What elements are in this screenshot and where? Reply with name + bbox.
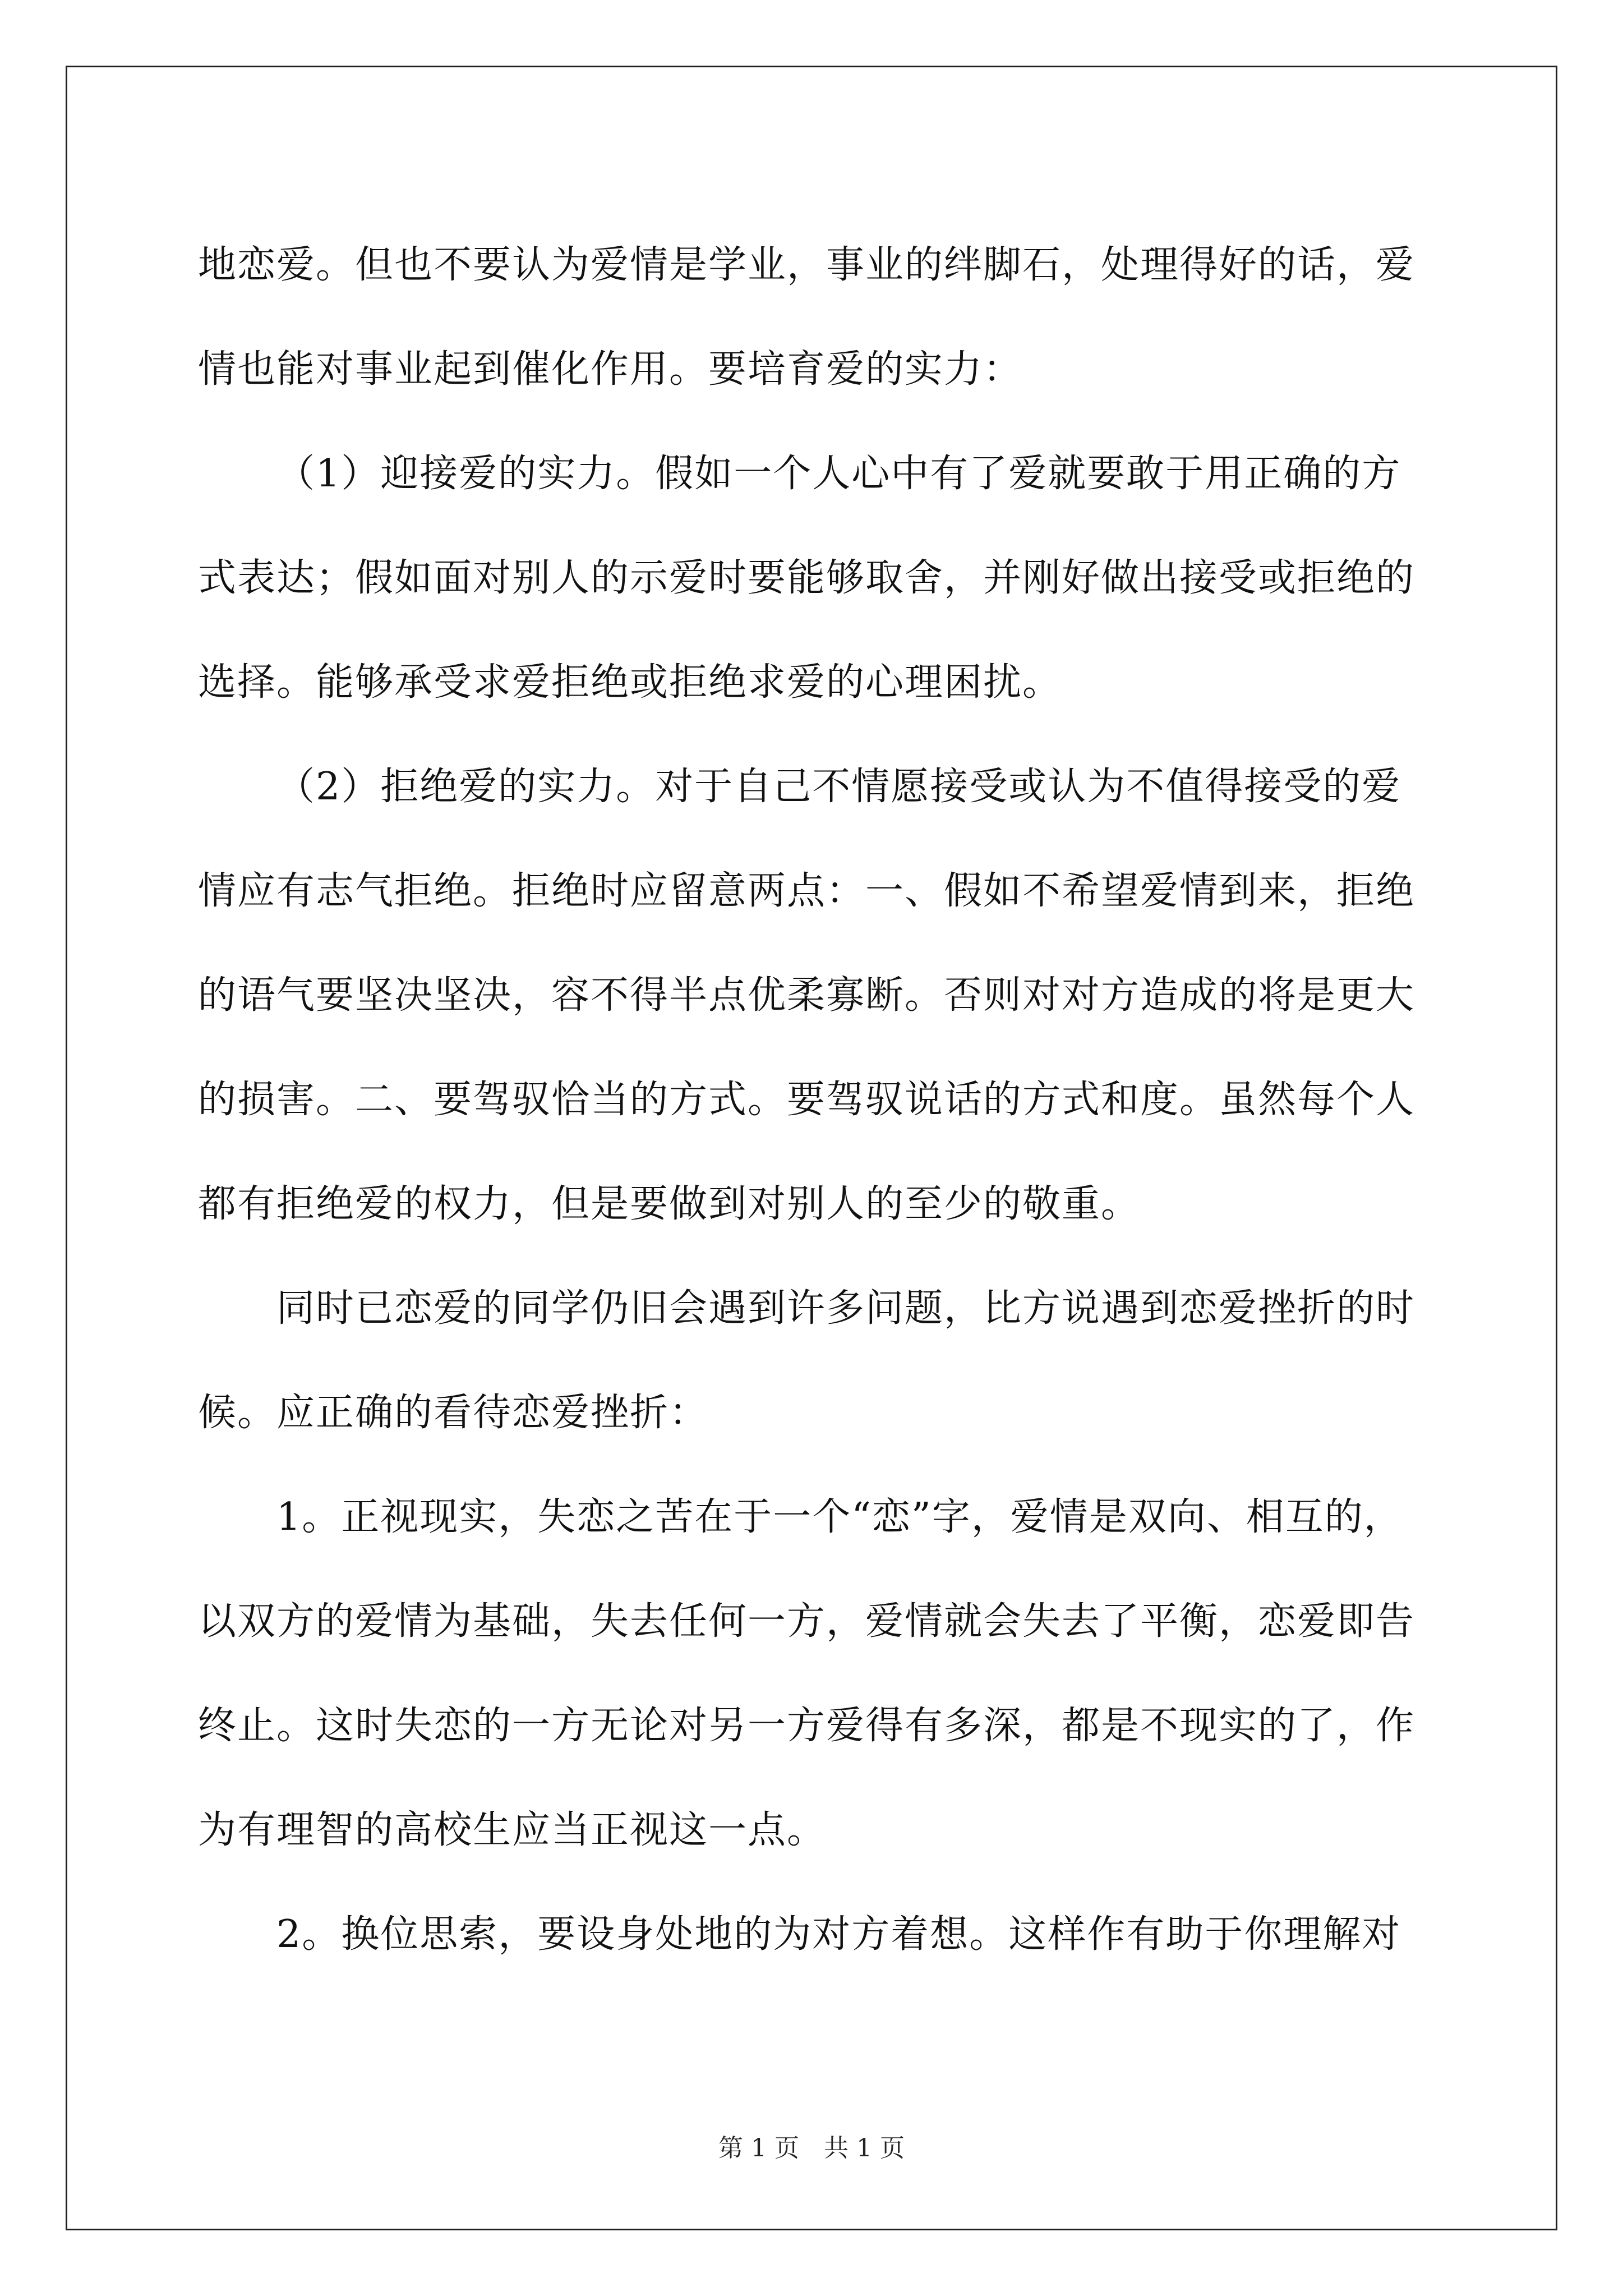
paragraph-6: 2。换位思索，要设身处地的为对方着想。这样作有助于你理解对 [276, 1912, 1401, 1957]
paragraph-4: 同时已恋爱的同学仍旧会遇到许多问题，比方说遇到恋爱挫折的时候。应正确的看待恋爱挫折： [198, 1286, 1415, 1435]
paragraph-3: （2）拒绝爱的实力。对于自己不情愿接受或认为不值得接受的爱情应有志气拒绝。拒绝时应留意两点：一、假如不希望爱情到来，拒绝的语气要坚决坚决，容不得半点优柔寡断。否则对对方造成的将是更大的损害。二、要驾驭恰当的方式。要驾驭说话的方式和度。虽然每个人都有拒绝爱的权力，但是要做到对别人的至少的敬重。 [198, 765, 1415, 1226]
paragraph-5: 1。正视现实，失恋之苦在于一个“恋”字，爱情是双向、相互的，以双方的爱情为基础，失去任何一方，爱情就会失去了平衡，恋爱即告终止。这时失恋的一方无论对另一方爱得有多深，都是不现实的了，作为有理智的高校生应当正视这一点。 [198, 1495, 1415, 1852]
document-body [198, 213, 1432, 1987]
paragraph-2: （1）迎接爱的实力。假如一个人心中有了爱就要敢于用正确的方式表达；假如面对别人的示爱时要能够取舍，并刚好做出接受或拒绝的选择。能够承受求爱拒绝或拒绝求爱的心理困扰。 [198, 452, 1415, 705]
page-footer: 第 1 页 共 1 页 [718, 2134, 905, 2162]
paragraph-1: 地恋爱。但也不要认为爱情是学业，事业的绊脚石，处理得好的话，爱情也能对事业起到催化作用。要培育爱的实力： [198, 243, 1415, 392]
